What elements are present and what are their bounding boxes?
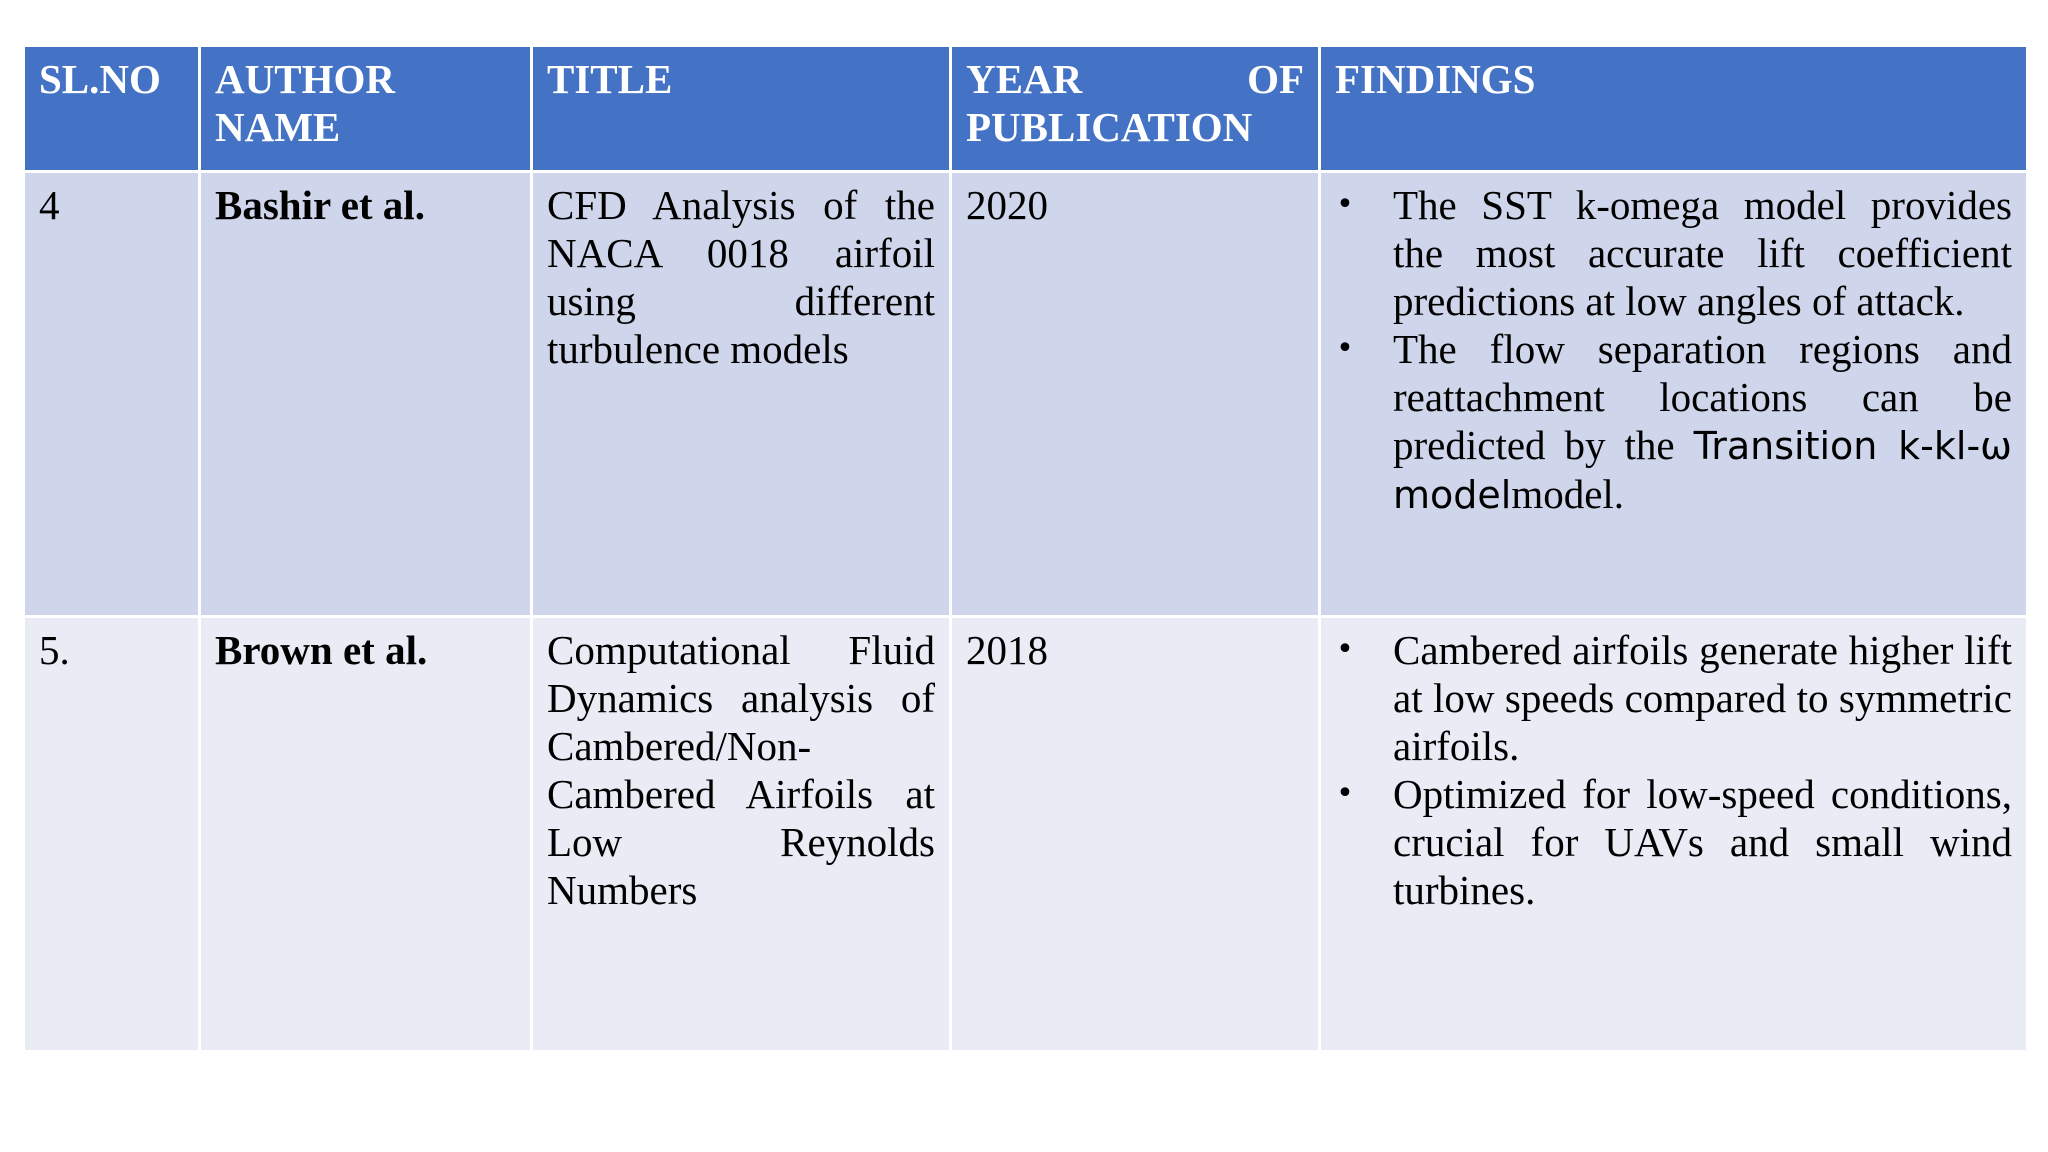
header-author-name: AUTHOR NAME	[200, 46, 532, 172]
cell-author: Bashir et al.	[200, 172, 532, 617]
cell-title: Computational Fluid Dynamics analysis of Cambered/Non-Cambered Airfoils at Low Reynolds Numbers	[532, 617, 951, 1052]
table-row	[24, 172, 2028, 617]
finding-item: • Cambered airfoils generate higher lift at low speeds compared to symmetric airfoils.	[1336, 627, 2012, 769]
table-row	[24, 617, 2028, 1052]
cell-year: 2018	[951, 617, 1320, 1052]
cell-year: 2020	[951, 172, 1320, 617]
header-findings: FINDINGS	[1320, 46, 2028, 172]
header-title: TITLE	[532, 46, 951, 172]
cell-sl-no: 5.	[24, 617, 200, 1052]
finding-item: • The SST k-omega model provides the most accurate lift coefficient predictions at low angles of attack.	[1336, 182, 2012, 324]
finding-item: • Optimized for low-speed conditions, crucial for UAVs and small wind turbines.	[1336, 771, 2012, 913]
bullet-icon: •	[1336, 331, 1354, 366]
bullet-icon: •	[1336, 776, 1354, 811]
bullet-icon: •	[1336, 632, 1354, 667]
cell-title: CFD Analysis of the NACA 0018 airfoil using different turbulence models	[532, 172, 951, 617]
cell-findings	[1320, 172, 2028, 617]
findings-list	[1335, 181, 2012, 519]
cell-author: Brown et al.	[200, 617, 532, 1052]
header-year-of-publication: YEAR OF PUBLICATION	[951, 46, 1320, 172]
header-sl-no: SL.NO	[24, 46, 200, 172]
findings-list	[1335, 626, 2012, 914]
cell-sl-no: 4	[24, 172, 200, 617]
literature-review-table	[22, 44, 2029, 1053]
table-header-row	[24, 46, 2028, 172]
bullet-icon: •	[1336, 187, 1354, 222]
finding-item: • The flow separation regions and reattachment locations can be predicted by the Transition k-kl-ω modelmodel.	[1336, 326, 2012, 517]
cell-findings	[1320, 617, 2028, 1052]
